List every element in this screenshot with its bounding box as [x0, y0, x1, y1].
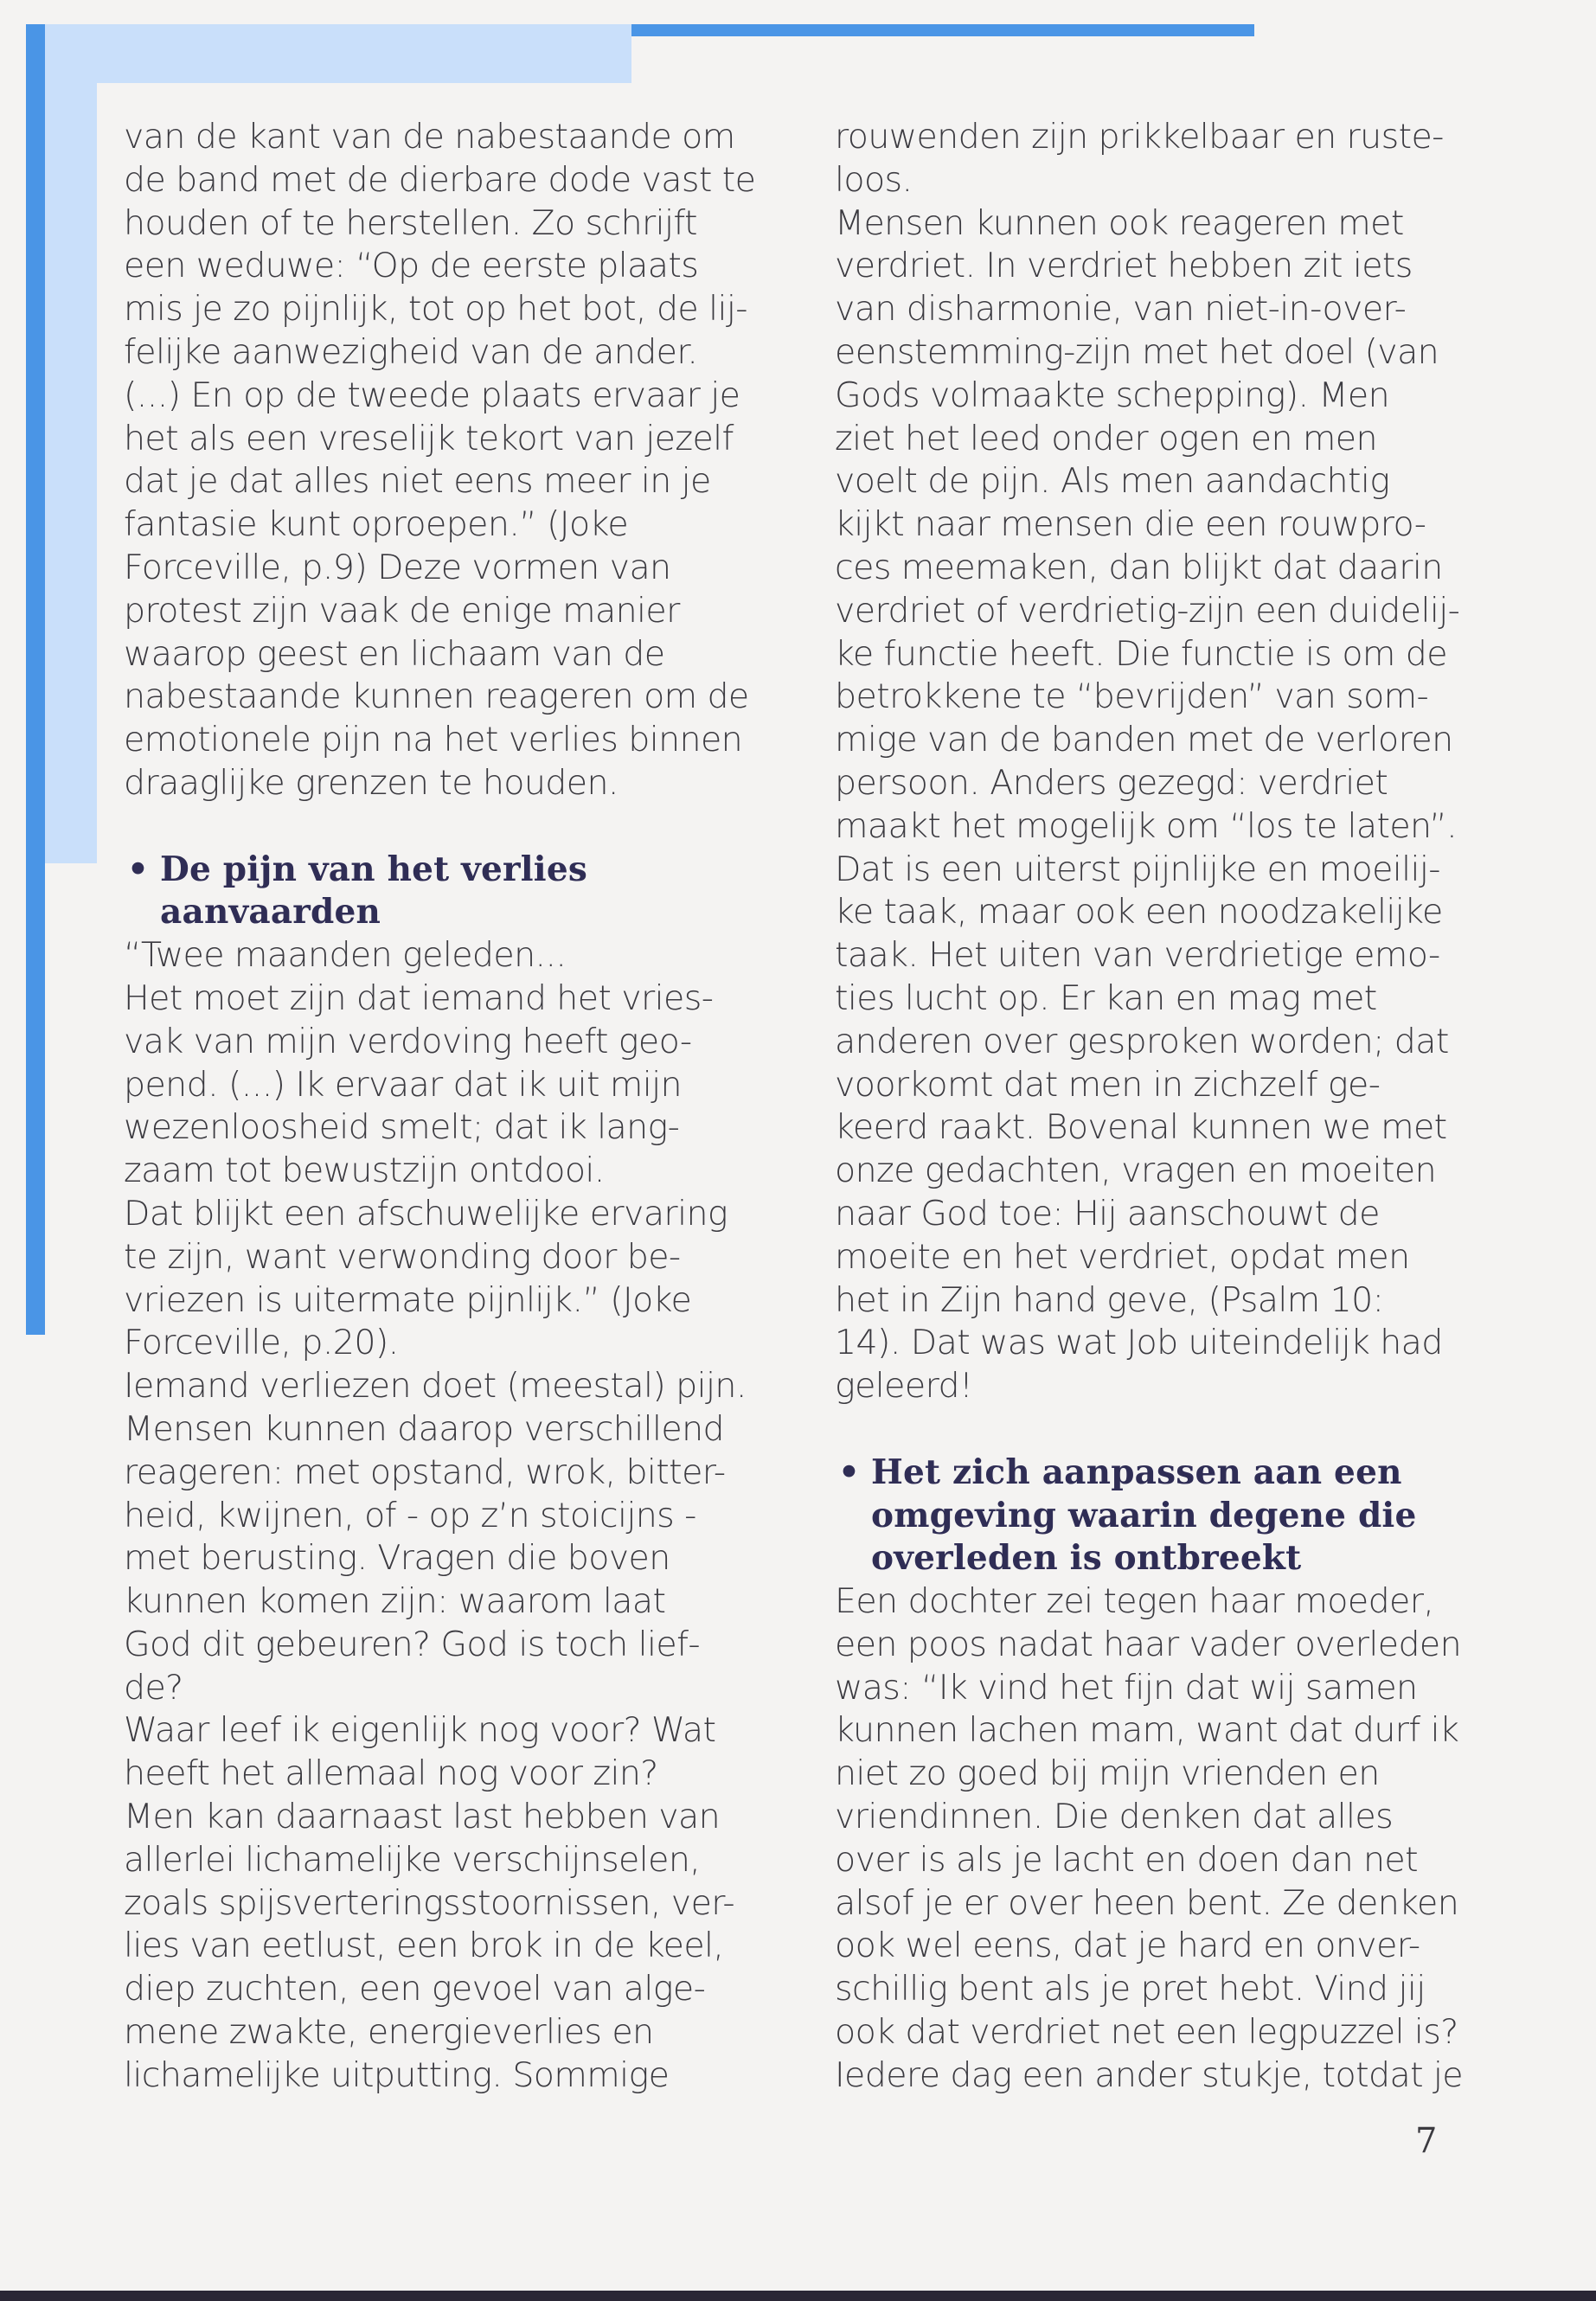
text-line: kunnen komen zijn: waarom laat: [124, 1581, 666, 1622]
text-line: vak van mijn verdoving heeft geo-: [124, 1021, 692, 1061]
text-line: met berusting. Vragen die boven: [124, 1538, 670, 1579]
text-line: een weduwe: “Op de eerste plaats: [124, 246, 699, 286]
text-line: Mensen kunnen ook reageren met: [835, 202, 1404, 243]
text-line: Dat is een uiterst pijnlijke en moeilij-: [835, 849, 1440, 889]
text-line: alsof je er over heen bent. Ze denken: [835, 1882, 1459, 1923]
text-line: Een dochter zei tegen haar moeder,: [835, 1581, 1434, 1622]
text-line: niet zo goed bij mijn vrienden en: [835, 1753, 1380, 1794]
text-line: zoals spijsverteringsstoornissen, ver-: [124, 1882, 735, 1923]
text-line: taak. Het uiten van verdrietige emo-: [835, 935, 1440, 976]
heading-text: overleden is ontbreekt: [871, 1538, 1302, 1579]
text-line: waarop geest en lichaam van de: [124, 633, 665, 674]
text-line: lies van eetlust, een brok in de keel,: [124, 1926, 724, 1966]
text-line: de?: [124, 1667, 183, 1708]
right-paragraph-1: [835, 116, 1458, 1408]
text-line: draaglijke grenzen te houden.: [124, 762, 619, 803]
text-line: ties lucht op. Er kan en mag met: [835, 977, 1377, 1018]
text-line: “Twee maanden geleden...: [124, 935, 567, 976]
page-bottom-edge: [0, 2291, 1596, 2301]
section-heading-pijn: [124, 849, 764, 935]
text-line: voelt de pijn. Als men aandachtig: [835, 461, 1390, 502]
text-line: Forceville, p.20).: [124, 1323, 399, 1363]
text-line: het als een vreselijk tekort van jezelf: [124, 418, 734, 458]
heading-text: Het zich aanpassen aan een: [871, 1452, 1402, 1492]
text-line: pend. (...) Ik ervaar dat ik uit mijn: [124, 1064, 682, 1105]
text-line: persoon. Anders gezegd: verdriet: [835, 762, 1388, 803]
text-line: Mensen kunnen daarop verschillend: [124, 1408, 724, 1449]
text-line: Iemand verliezen doet (meestal) pijn.: [124, 1366, 747, 1407]
text-line: ook dat verdriet net een legpuzzel is?: [835, 2012, 1458, 2053]
text-line: ke taak, maar ook een noodzakelijke: [835, 892, 1443, 933]
decorative-top-block: [26, 24, 631, 83]
text-line: voorkomt dat men in zichzelf ge-: [835, 1064, 1381, 1105]
text-line: van disharmonie, van niet-in-over-: [835, 289, 1407, 330]
heading-line: [124, 891, 764, 934]
left-paragraph-1: [124, 116, 764, 805]
right-column: [835, 116, 1464, 2098]
text-line: houden of te herstellen. Zo schrijft: [124, 202, 697, 243]
text-line: ziet het leed onder ogen en men: [835, 418, 1377, 458]
heading-text: De pijn van het verlies: [160, 849, 587, 889]
text-line: te zijn, want verwonding door be-: [124, 1236, 681, 1277]
text-line: de band met de dierbare dode vast te: [124, 159, 756, 200]
heading-text: aanvaarden: [160, 892, 381, 933]
text-line: mene zwakte, energieverlies en: [124, 2012, 654, 2053]
text-line: protest zijn vaak de enige manier: [124, 590, 680, 631]
heading-line: [835, 1452, 1458, 1495]
left-column: [124, 116, 764, 2098]
text-line: Het moet zijn dat iemand het vries-: [124, 977, 714, 1018]
heading-line: [835, 1495, 1458, 1538]
text-line: ook wel eens, dat je hard en onver-: [835, 1926, 1420, 1966]
bullet-icon: •: [838, 1452, 861, 1492]
text-line: maakt het mogelijk om “los te laten”.: [835, 805, 1458, 846]
text-line: 14). Dat was wat Job uiteindelijk had: [835, 1323, 1443, 1363]
text-line: loos.: [835, 159, 913, 200]
text-line: heid, kwijnen, of - op z’n stoicijns -: [124, 1495, 696, 1535]
text-line: over is als je lacht en doen dan net: [835, 1839, 1418, 1880]
spacer: [124, 805, 764, 849]
text-line: geleerd!: [835, 1366, 973, 1407]
section-heading-aanpassen: [835, 1452, 1458, 1580]
text-line: verdriet. In verdriet hebben zit iets: [835, 246, 1413, 286]
text-line: rouwenden zijn prikkelbaar en ruste-: [835, 117, 1444, 157]
text-line: wezenloosheid smelt; dat ik lang-: [124, 1107, 680, 1148]
text-line: God dit gebeuren? God is toch lief-: [124, 1624, 701, 1664]
text-line: het in Zijn hand geve, (Psalm 10:: [835, 1279, 1384, 1320]
text-line: Iedere dag een ander stukje, totdat je: [835, 2054, 1464, 2095]
spacer: [835, 1408, 1458, 1452]
text-line: schillig bent als je pret hebt. Vind jij: [835, 1969, 1426, 2009]
text-line: naar God toe: Hij aanschouwt de: [835, 1193, 1380, 1234]
text-line: mige van de banden met de verloren: [835, 720, 1453, 760]
text-line: fantasie kunt oproepen.” (Joke: [124, 504, 629, 545]
text-line: Dat blijkt een afschuwelijke ervaring: [124, 1193, 727, 1234]
decorative-side-bar: [26, 24, 45, 1335]
text-line: Forceville, p.9) Deze vormen van: [124, 547, 671, 587]
text-line: onze gedachten, vragen en moeiten: [835, 1150, 1437, 1191]
text-line: vriendinnen. Die denken dat alles: [835, 1797, 1394, 1837]
text-line: kijkt naar mensen die een rouwpro-: [835, 504, 1426, 545]
right-paragraph-2: [835, 1580, 1464, 2098]
text-line: ke functie heeft. Die functie is om de: [835, 633, 1447, 674]
text-line: nabestaande kunnen reageren om de: [124, 676, 749, 717]
heading-line: [124, 849, 764, 892]
text-line: betrokkene te “bevrijden” van som-: [835, 676, 1429, 717]
text-line: verdriet of verdrietig-zijn een duidelij-: [835, 590, 1460, 631]
text-line: reageren: met opstand, wrok, bitter-: [124, 1452, 726, 1492]
text-line: ces meemaken, dan blijkt dat daarin: [835, 547, 1443, 587]
text-line: Waar leef ik eigenlijk nog voor? Wat: [124, 1710, 716, 1751]
text-line: emotionele pijn na het verlies binnen: [124, 720, 743, 760]
text-line: zaam tot bewustzijn ontdooi.: [124, 1150, 605, 1191]
text-line: dat je dat alles niet eens meer in je: [124, 461, 711, 502]
text-line: mis je zo pijnlijk, tot op het bot, de lij-: [124, 289, 747, 330]
heading-text: omgeving waarin degene die: [871, 1495, 1417, 1535]
text-line: van de kant van de nabestaande om: [124, 117, 735, 157]
text-line: felijke aanwezigheid van de ander.: [124, 331, 698, 372]
text-line: (...) En op de tweede plaats ervaar je: [124, 375, 740, 415]
page-number: 7: [1415, 2121, 1438, 2161]
bullet-icon: •: [127, 849, 150, 889]
heading-line: [835, 1537, 1458, 1580]
text-line: was: “Ik vind het fijn dat wij samen: [835, 1667, 1418, 1708]
text-line: vriezen is uitermate pijnlijk.” (Joke: [124, 1279, 692, 1320]
left-paragraph-2: [124, 934, 764, 2098]
text-line: moeite en het verdriet, opdat men: [835, 1236, 1410, 1277]
text-line: keerd raakt. Bovenal kunnen we met: [835, 1107, 1447, 1148]
text-line: Men kan daarnaast last hebben van: [124, 1797, 721, 1837]
text-line: een poos nadat haar vader overleden: [835, 1624, 1462, 1664]
text-line: allerlei lichamelijke verschijnselen,: [124, 1839, 701, 1880]
text-line: kunnen lachen mam, want dat durf ik: [835, 1710, 1459, 1751]
text-line: anderen over gesproken worden; dat: [835, 1021, 1449, 1061]
text-line: heeft het allemaal nog voor zin?: [124, 1753, 658, 1794]
text-line: diep zuchten, een gevoel van alge-: [124, 1969, 706, 2009]
text-line: eenstemming-zijn met het doel (van: [835, 331, 1439, 372]
text-line: Gods volmaakte schepping). Men: [835, 375, 1390, 415]
text-line: lichamelijke uitputting. Sommige: [124, 2054, 670, 2095]
